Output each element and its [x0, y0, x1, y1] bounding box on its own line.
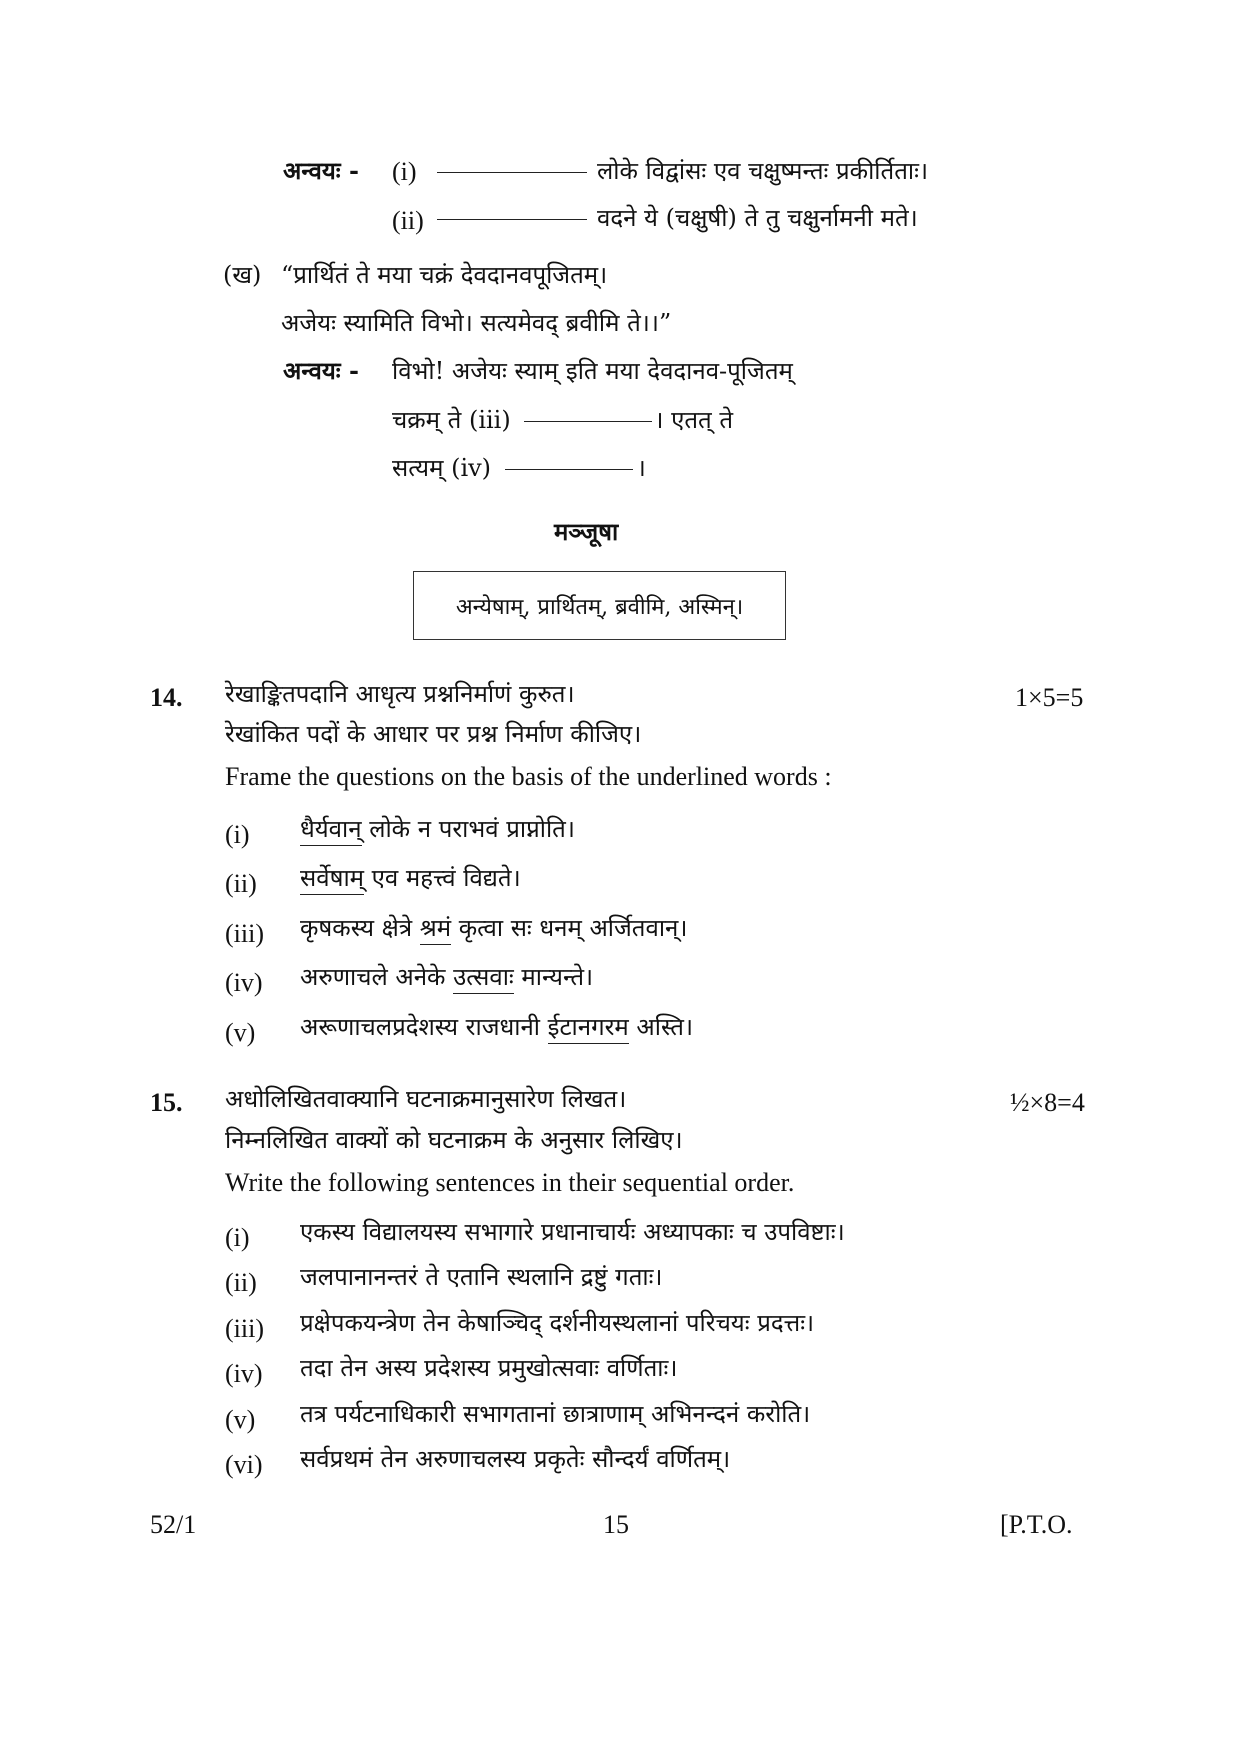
- manjusha-title: मञ्जूषा: [554, 517, 619, 546]
- q14-item: [300, 916, 687, 940]
- anvaya-item-ii: [437, 206, 918, 230]
- underlined-word: धैर्यवान्: [300, 815, 362, 846]
- page-number: 15: [603, 1510, 629, 1539]
- kha-verse-line-1: “प्रार्थितं ते मया चक्रं देवदानवपूजितम्।: [281, 261, 608, 289]
- anvaya-label: अन्वयः -: [283, 156, 359, 185]
- q14-item-number: (iv): [225, 968, 263, 997]
- underlined-word: श्रमं: [420, 914, 451, 945]
- anvaya-item-i: [437, 159, 928, 183]
- underlined-word: उत्सवाः: [453, 963, 514, 994]
- q15-item-number: (vi): [225, 1450, 263, 1479]
- question-14-english: Frame the questions on the basis of the underlined words :: [225, 762, 832, 791]
- kha-anvaya-line-3: [392, 456, 646, 480]
- answer-blank: [437, 172, 587, 173]
- answer-blank: [505, 469, 633, 470]
- q14-item-number: (iii): [225, 919, 264, 948]
- kha-anvaya-line-3-post: ।: [636, 454, 646, 482]
- underlined-word: ईटानगरम: [548, 1013, 629, 1044]
- question-15-sanskrit: अधोलिखितवाक्यानि घटनाक्रमानुसारेण लिखत।: [225, 1085, 627, 1113]
- question-15-number: 15.: [150, 1088, 183, 1117]
- question-15-hindi: निम्नलिखित वाक्यों को घटनाक्रम के अनुसार लिखिए।: [225, 1126, 683, 1154]
- kha-anvaya-line-2-pre: चक्रम् ते (iii): [392, 406, 511, 434]
- answer-blank: [437, 219, 587, 220]
- kha-label: (ख): [223, 261, 262, 289]
- q14-item-number: (i): [225, 820, 250, 849]
- q14-item-post: लोके न पराभवं प्राप्नोति।: [361, 815, 575, 843]
- q15-item-number: (v): [225, 1405, 256, 1434]
- q14-item-post: एव महत्त्वं विद्यते।: [364, 864, 521, 892]
- kha-anvaya-line-3-pre: सत्यम् (iv): [392, 454, 492, 482]
- q14-item-pre: कृषकस्य क्षेत्रे: [300, 914, 420, 942]
- q14-item-pre: अरुणाचले अनेके: [300, 963, 454, 991]
- underlined-word: सर्वेषाम्: [300, 864, 364, 895]
- q15-item: जलपानानन्तरं ते एतानि स्थलानि द्रष्टुं गताः।: [300, 1263, 663, 1291]
- kha-anvaya-label: अन्वयः -: [283, 356, 359, 385]
- anvaya-item-ii-number: (ii): [392, 206, 424, 235]
- kha-anvaya-line-2-post: । एतत् ते: [654, 406, 734, 434]
- question-15-marks: ½×8=4: [1010, 1088, 1085, 1117]
- pto-label: [P.T.O.: [1000, 1510, 1073, 1539]
- question-14-number: 14.: [150, 683, 183, 712]
- q14-item: [300, 1015, 693, 1039]
- paper-code: 52/1: [150, 1510, 197, 1539]
- anvaya-item-i-number: (i): [392, 157, 417, 186]
- question-14-hindi: रेखांकित पदों के आधार पर प्रश्न निर्माण कीजिए।: [225, 720, 642, 748]
- q14-item-post: अस्ति।: [628, 1013, 694, 1041]
- anvaya-item-i-text: लोके विद्वांसः एव चक्षुष्मन्तः प्रकीर्तिताः।: [597, 157, 929, 185]
- q14-item-number: (v): [225, 1018, 256, 1047]
- q15-item-number: (i): [225, 1223, 250, 1252]
- kha-anvaya-line-2: [392, 408, 733, 432]
- kha-anvaya-line-1: विभो! अजेयः स्याम् इति मया देवदानव-पूजितम्: [392, 357, 793, 385]
- answer-blank: [524, 421, 652, 422]
- q15-item-number: (ii): [225, 1268, 257, 1297]
- q14-item: [300, 866, 521, 890]
- q14-item: [300, 817, 575, 841]
- q15-item: प्रक्षेपकयन्त्रेण तेन केषाञ्चिद् दर्शनीयस्थलानां परिचयः प्रदत्तः।: [300, 1309, 815, 1337]
- manjusha-box: [413, 571, 786, 640]
- manjusha-words: अन्येषाम्, प्रार्थितम्, ब्रवीमि, अस्मिन्।: [455, 594, 744, 620]
- question-14-sanskrit: रेखाङ्कितपदानि आधृत्य प्रश्ननिर्माणं कुरुत।: [225, 680, 575, 708]
- anvaya-item-ii-text: वदने ये (चक्षुषी) ते तु चक्षुर्नामनी मते।: [597, 204, 918, 232]
- kha-verse-line-2: अजेयः स्यामिति विभो। सत्यमेवद् ब्रवीमि ते।।”: [281, 309, 672, 337]
- q14-item-post: कृत्वा सः धनम् अर्जितवान्।: [451, 914, 688, 942]
- q15-item: तत्र पर्यटनाधिकारी सभागतानां छात्राणाम् अभिनन्दनं करोति।: [300, 1400, 811, 1428]
- q14-item-pre: अरूणाचलप्रदेशस्य राजधानी: [300, 1013, 548, 1041]
- q15-item: सर्वप्रथमं तेन अरुणाचलस्य प्रकृतेः सौन्दर्यं वर्णितम्।: [300, 1445, 731, 1473]
- question-15-english: Write the following sentences in their sequential order.: [225, 1168, 795, 1197]
- q15-item: एकस्य विद्यालयस्य सभागारे प्रधानाचार्यः अध्यापकाः च उपविष्टाः।: [300, 1218, 845, 1246]
- question-14-marks: 1×5=5: [1015, 683, 1084, 712]
- q15-item-number: (iii): [225, 1314, 264, 1343]
- q14-item-post: मान्यन्ते।: [513, 963, 594, 991]
- q15-item-number: (iv): [225, 1359, 263, 1388]
- q15-item: तदा तेन अस्य प्रदेशस्य प्रमुखोत्सवाः वर्णिताः।: [300, 1354, 678, 1382]
- q14-item-number: (ii): [225, 869, 257, 898]
- q14-item: [300, 965, 593, 989]
